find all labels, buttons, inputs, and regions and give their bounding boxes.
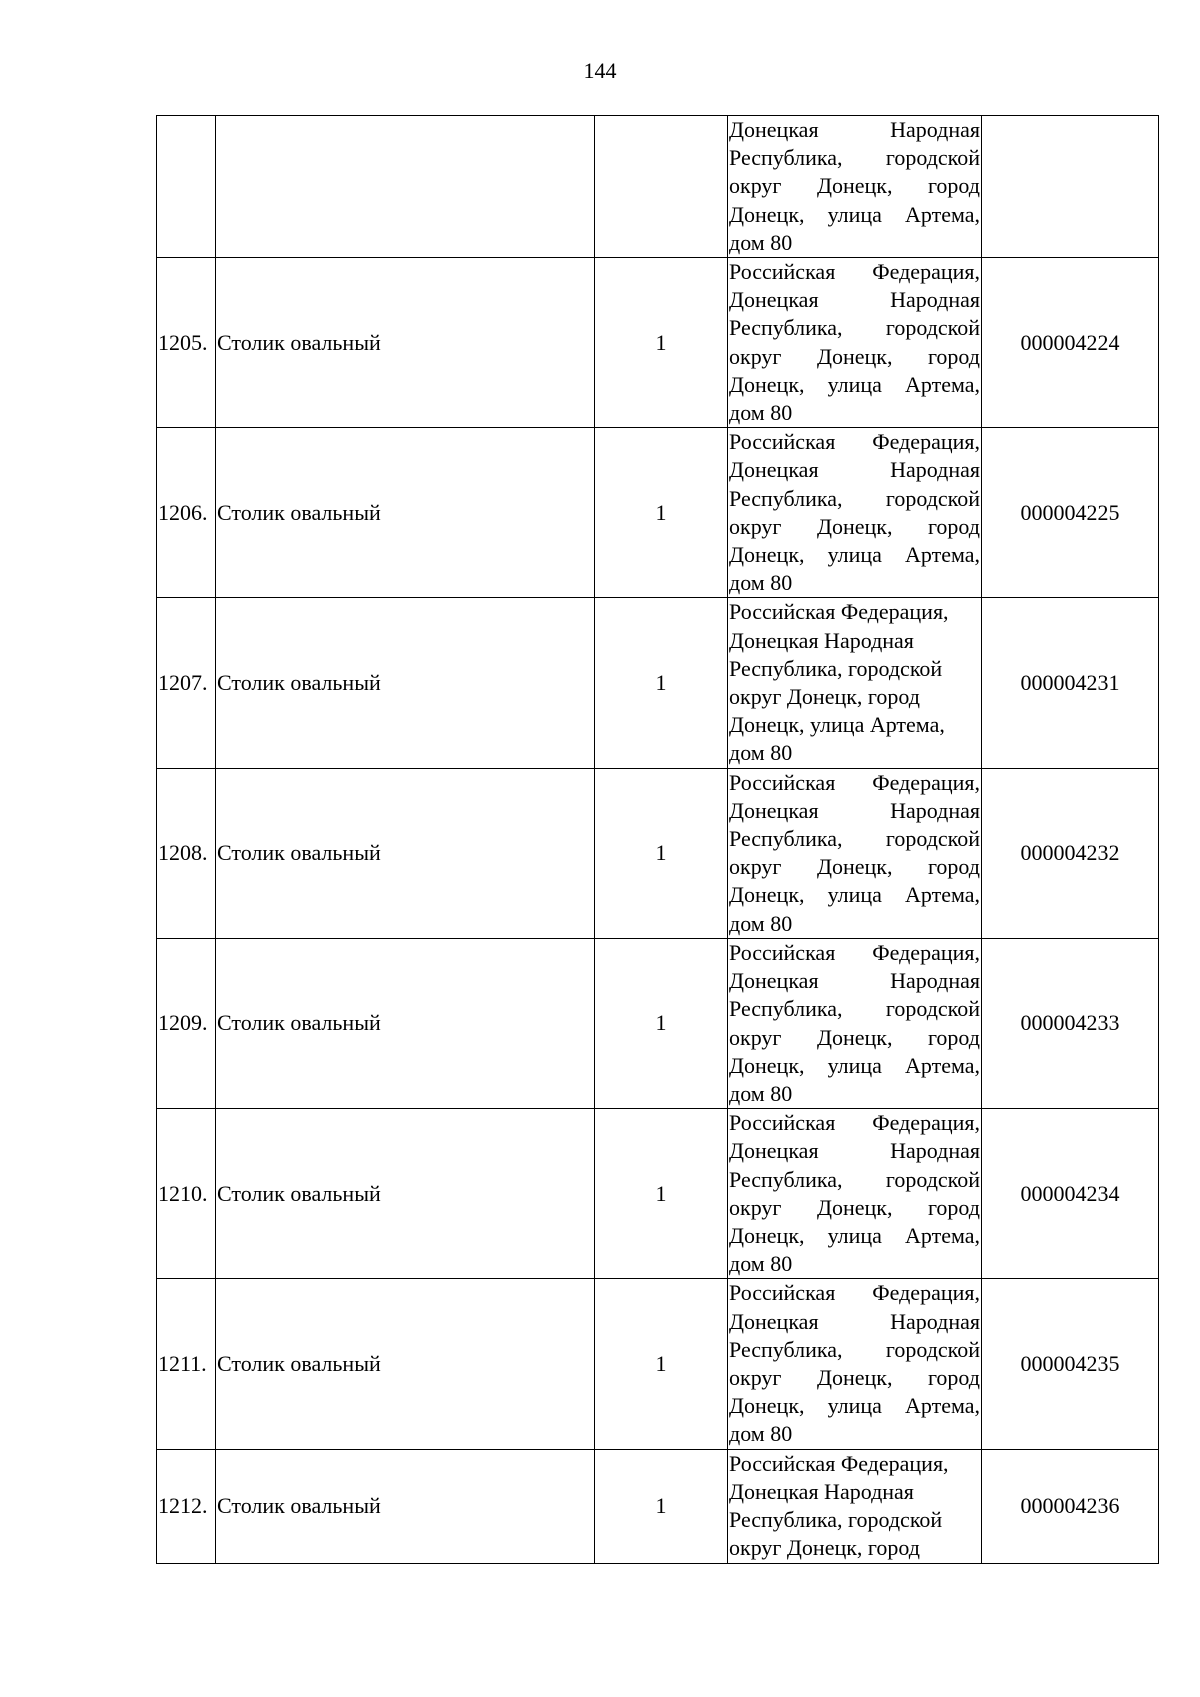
inventory-number: 000004234 [982, 1109, 1159, 1279]
table-row [157, 1279, 1159, 1449]
item-quantity: 1 [595, 598, 728, 768]
table-row [157, 1449, 1159, 1563]
item-name: Столик овальный [216, 258, 595, 428]
item-quantity: 1 [595, 1279, 728, 1449]
item-name: Столик овальный [216, 1449, 595, 1563]
table-row [157, 428, 1159, 598]
item-quantity: 1 [595, 1449, 728, 1563]
inventory-number: 000004232 [982, 768, 1159, 938]
page-number: 144 [583, 58, 617, 83]
row-number: 1210. [157, 1109, 216, 1279]
item-address: Российская Федерация, Донецкая Народная Республика, городской округ Донецк, город Донецк, улица Артема, дом 80 [728, 938, 982, 1108]
inventory-number: 000004236 [982, 1449, 1159, 1563]
item-quantity: 1 [595, 258, 728, 428]
item-address: Российская Федерация, Донецкая Народная Республика, городской округ Донецк, город Донецк, улица Артема, дом 80 [728, 258, 982, 428]
item-address: Российская Федерация, Донецкая Народная Республика, городской округ Донецк, город Донецк, улица Артема, дом 80 [728, 1109, 982, 1279]
row-number: 1205. [157, 258, 216, 428]
item-name: Столик овальный [216, 938, 595, 1108]
table-row [157, 598, 1159, 768]
item-name: Столик овальный [216, 1279, 595, 1449]
row-number: 1208. [157, 768, 216, 938]
item-name: Столик овальный [216, 1109, 595, 1279]
item-name [216, 116, 595, 258]
item-address: Российская Федерация, Донецкая Народная Республика, городской округ Донецк, город Донецк, улица Артема, дом 80 [728, 768, 982, 938]
item-name: Столик овальный [216, 598, 595, 768]
row-number: 1212. [157, 1449, 216, 1563]
inventory-number: 000004231 [982, 598, 1159, 768]
item-quantity: 1 [595, 428, 728, 598]
row-number: 1207. [157, 598, 216, 768]
item-address: Российская Федерация, Донецкая Народная Республика, городской округ Донецк, город Донецк, улица Артема, дом 80 [728, 1279, 982, 1449]
item-name: Столик овальный [216, 768, 595, 938]
table-row [157, 938, 1159, 1108]
inventory-number [982, 116, 1159, 258]
inventory-number: 000004233 [982, 938, 1159, 1108]
item-quantity: 1 [595, 938, 728, 1108]
item-address: Российская Федерация, Донецкая Народная Республика, городской округ Донецк, город Донецк, улица Артема, дом 80 [728, 428, 982, 598]
row-number: 1206. [157, 428, 216, 598]
item-address: Российская Федерация, Донецкая Народная Республика, городской округ Донецк, город Донецк, улица Артема, дом 80 [728, 598, 982, 768]
row-number: 1211. [157, 1279, 216, 1449]
inventory-number: 000004224 [982, 258, 1159, 428]
item-name: Столик овальный [216, 428, 595, 598]
item-quantity [595, 116, 728, 258]
inventory-number: 000004235 [982, 1279, 1159, 1449]
item-address: Донецкая Народная Республика, городской округ Донецк, город Донецк, улица Артема, дом 80 [728, 116, 982, 258]
item-address: Российская Федерация, Донецкая Народная Республика, городской округ Донецк, город [728, 1449, 982, 1563]
item-quantity: 1 [595, 768, 728, 938]
table-row [157, 1109, 1159, 1279]
row-number [157, 116, 216, 258]
inventory-table [156, 115, 1159, 1564]
row-number: 1209. [157, 938, 216, 1108]
inventory-number: 000004225 [982, 428, 1159, 598]
table-row [157, 258, 1159, 428]
table-row [157, 768, 1159, 938]
item-quantity: 1 [595, 1109, 728, 1279]
table-row [157, 116, 1159, 258]
